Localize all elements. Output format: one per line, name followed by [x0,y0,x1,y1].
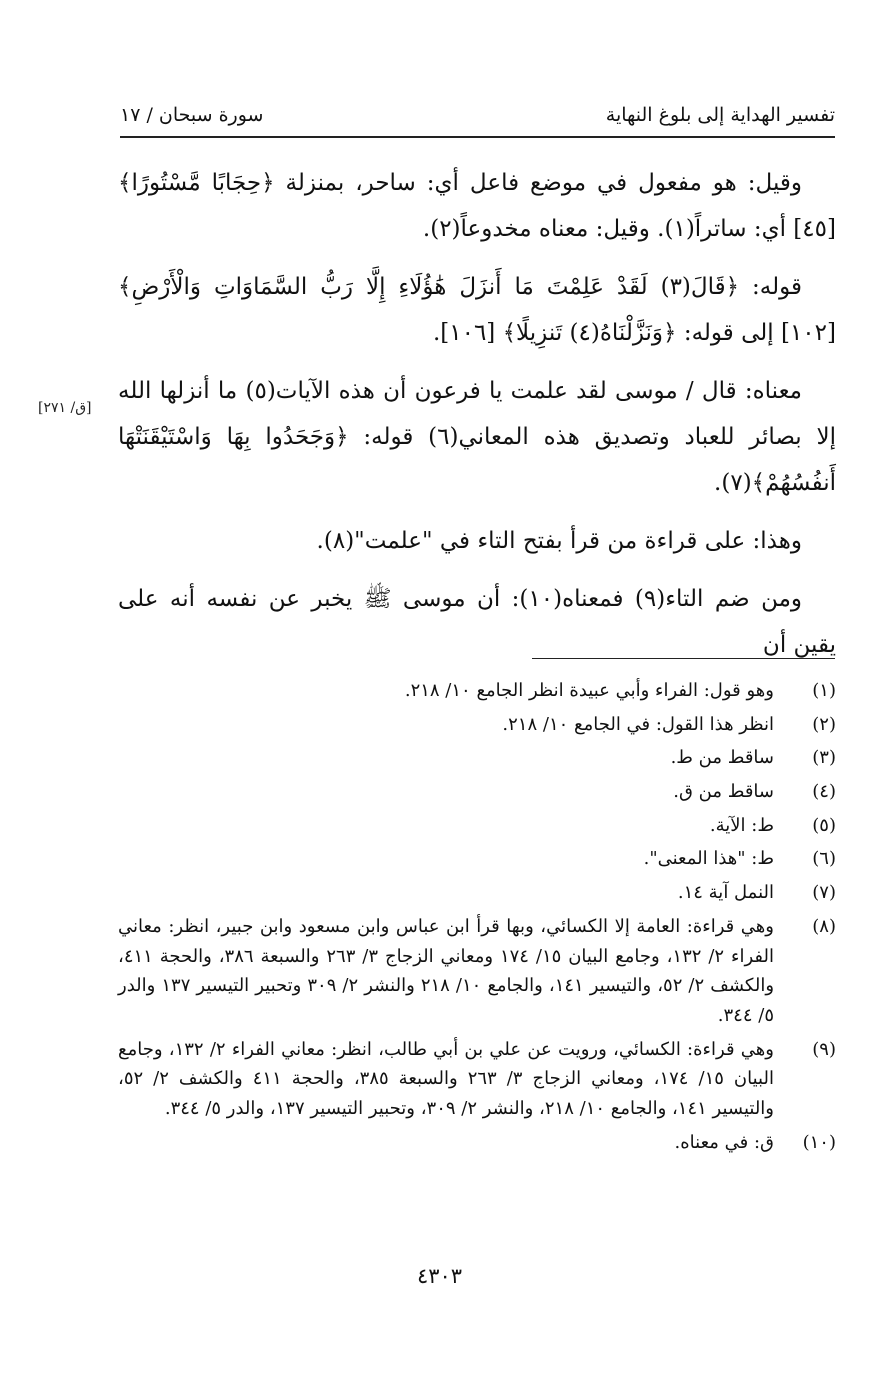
footnote-text: وهي قراءة: العامة إلا الكسائي، وبها قرأ ابن عباس وابن مسعود وابن جبير، انظر: معاني الفراء ٢/ ١٣٢، وجامع البيان ١٥/ ١٧٤ ومعاني الزجاج ٣/ ٢٦٣ والسبعة ٣٨٦، والحجة ٤١١، والكشف ٢/ ٥٢، والتيسير ١٤١، والجامع ١٠/ ٢١٨ والنشر ٢/ ٣٠٩ وتحبير التيسير ١٣٧ والدر ٥/ ٣٤٤. [118,915,775,1026]
footnote [118,912,836,1031]
paragraph: وقيل: هو مفعول في موضع فاعل أي: ساحر، بمنزلة ﴿حِجَابًا مَّسْتُورًا﴾ [٤٥] أي: ساتراً(١). وقيل: معناه مخدوعاً(٢). [118,170,836,242]
paragraph: وهذا: على قراءة من قرأ بفتح التاء في "علمت"(٨). [316,528,802,554]
footnote-number: (٧) [812,882,836,904]
surah-page-label: سورة سبحان / ١٧ [120,104,264,126]
footnote-text: ساقط من ط. [670,747,774,769]
paragraph: قوله: ﴿قَالَ(٣) لَقَدْ عَلِمْتَ مَا أَنزَلَ هَٰؤُلَاءِ إِلَّا رَبُّ السَّمَاوَاتِ وَالْأَرْضِ﴾ [١٠٢] إلى قوله: ﴿وَنَزَّلْنَاهُ(٤) تَنزِيلًا﴾ [١٠٦]. [118,274,836,346]
footnote-number: (٦) [812,848,836,870]
footnote [118,710,836,740]
footnote-number: (٥) [812,814,836,836]
footnote [118,811,836,841]
paragraph: ومن ضم التاء(٩) فمعناه(١٠): أن موسى ﷺ يخبر عن نفسه أنه على يقين أن [118,586,836,658]
footnote-text: ق: في معناه. [674,1131,774,1153]
footnote [118,878,836,908]
footnote [118,743,836,773]
footnote-number: (٢) [812,713,836,735]
footnote-text: ط: الآية. [709,814,774,836]
footnote-text: وهو قول: الفراء وأبي عبيدة انظر الجامع ١٠/ ٢١٨. [404,680,774,701]
footnote [118,1128,836,1158]
footnote-text: ط: "هذا المعنى". [643,848,774,870]
footnote-number: (١) [812,680,836,701]
footnote-text: انظر هذا القول: في الجامع ١٠/ ٢١٨. [502,713,774,735]
manuscript-folio-note: [ق/ ٢٧١] [38,400,92,416]
main-text [118,160,836,680]
footnote-text: النمل آية ١٤. [677,882,774,904]
running-header [120,96,835,138]
footnote-text: ساقط من ق. [673,781,774,803]
footnote-number: (٣) [812,747,836,769]
footnote [118,1035,836,1124]
paragraph: معناه: قال / موسى لقد علمت يا فرعون أن هذه الآيات(٥) ما أنزلها الله إلا بصائر للعباد وتصديق هذه المعاني(٦) قوله: ﴿وَجَحَدُوا بِهَا وَاسْتَيْقَنَتْهَا أَنفُسُهُمْ﴾(٧). [118,378,836,496]
footnote [118,676,836,706]
footnote [118,844,836,874]
footnote-number: (٤) [812,781,836,803]
footnote-divider [532,658,835,659]
footnote [118,777,836,807]
footnote-text: وهي قراءة: الكسائي، ورويت عن علي بن أبي طالب، انظر: معاني الفراء ٢/ ١٣٢، وجامع البيان ١٥/ ١٧٤، ومعاني الزجاج ٣/ ٢٦٣ والسبعة ٣٨٥، والحجة ٤١١ والكشف ٢/ ٥٢، والتيسير ١٤١، والجامع ١٠/ ٢١٨، والنشر ٢/ ٣٠٩، وتحبير التيسير ١٣٧، والدر ٥/ ٣٤٤. [118,1038,774,1119]
footnote-number: (٨) [812,915,836,937]
page-number: ٤٣٠٣ [416,1264,463,1288]
footnote-number: (٩) [812,1038,836,1060]
footnotes-list [118,676,836,1161]
book-title: تفسير الهداية إلى بلوغ النهاية [605,104,835,126]
footnote-number: (١٠) [802,1131,836,1153]
